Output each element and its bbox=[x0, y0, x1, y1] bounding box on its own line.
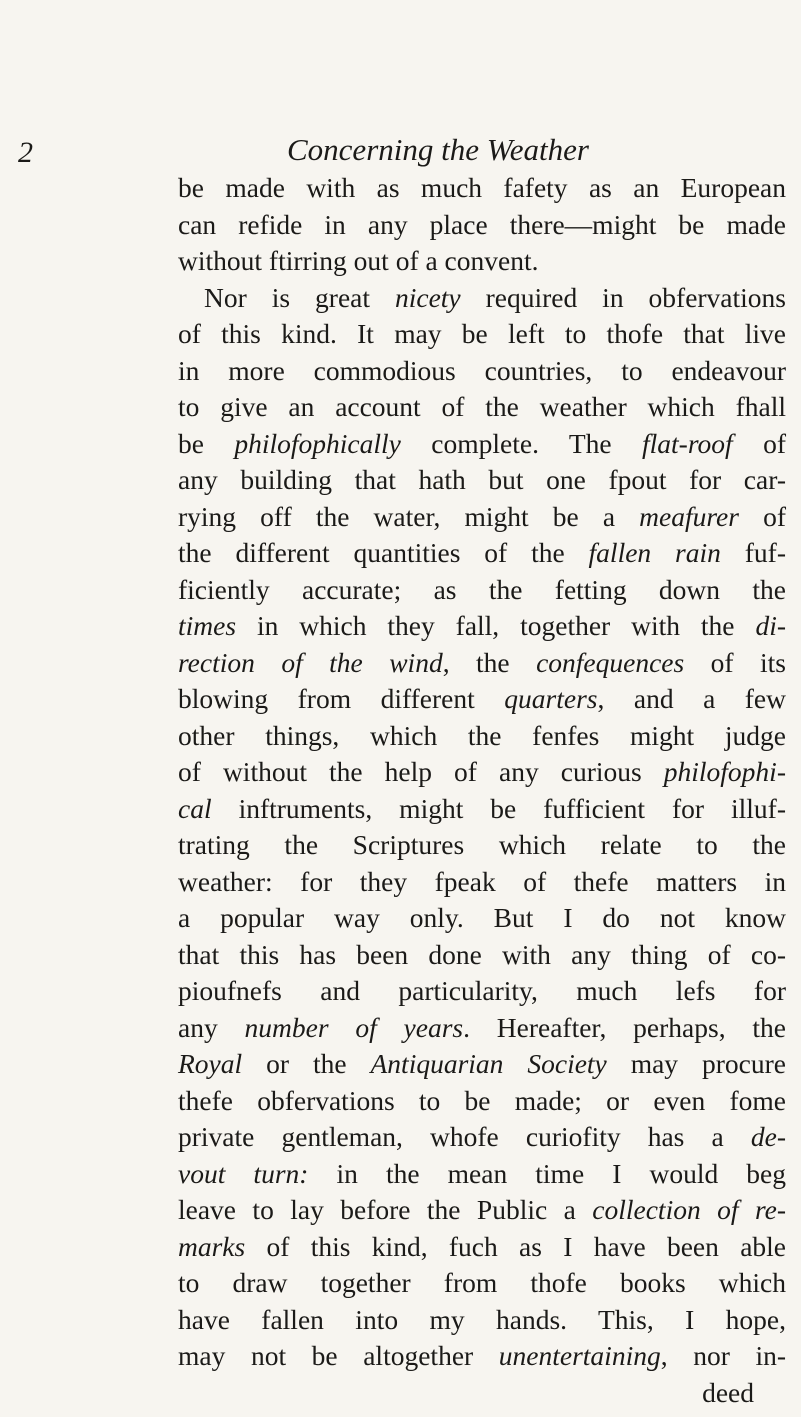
text-line: to give an account of the weather which fhall bbox=[178, 391, 786, 422]
text-line: in more commodious countries, to endeavour bbox=[178, 354, 786, 386]
text-line: trating the Scriptures which relate to the bbox=[178, 829, 786, 860]
body-text bbox=[178, 170, 786, 1411]
text-line: any number of years. Hereafter, perhaps, the bbox=[178, 1011, 786, 1043]
text-line: that this has been done with any thing of co- bbox=[178, 938, 786, 970]
text-line: vout turn: in the mean time I would beg bbox=[178, 1157, 786, 1189]
catchword: deed bbox=[702, 1376, 754, 1408]
italic-phrase: times bbox=[178, 610, 237, 641]
text-line: pioufnefs and particularity, much lefs for bbox=[178, 975, 786, 1006]
italic-phrase: number of years bbox=[244, 1011, 464, 1043]
text-line: other things, which the fenfes might judge bbox=[178, 719, 786, 751]
italic-phrase: Antiquarian Society bbox=[370, 1048, 607, 1079]
italic-phrase: philofophi- bbox=[663, 756, 786, 787]
italic-phrase: unentertaining bbox=[498, 1340, 661, 1371]
text-line: ficiently accurate; as the fetting down the bbox=[178, 573, 786, 605]
italic-phrase: vout turn: bbox=[178, 1157, 309, 1189]
text-line: can refide in any place there—might be made bbox=[178, 208, 786, 240]
text-line: be made with as much fafety as an European bbox=[178, 172, 786, 203]
text-line: leave to lay before the Public a collection of re- bbox=[178, 1194, 786, 1225]
text-line: without ftirring out of a convent. bbox=[178, 245, 539, 276]
text-line: Nor is great nicety required in obfervations bbox=[204, 281, 786, 313]
text-line: cal inftruments, might be fufficient for illuf- bbox=[178, 792, 786, 824]
text-line: be philofophically complete. The flat-roof of bbox=[178, 427, 786, 459]
text-line: rying off the water, might be a meafurer of bbox=[178, 500, 786, 532]
text-line: marks of this kind, fuch as I have been able bbox=[178, 1230, 786, 1262]
italic-phrase: di- bbox=[755, 610, 786, 641]
text-line: a popular way only. But I do not know bbox=[178, 902, 786, 933]
italic-phrase: confequences bbox=[536, 646, 685, 678]
italic-phrase: flat-roof bbox=[642, 427, 733, 459]
text-line: blowing from different quarters, and a few bbox=[178, 683, 787, 714]
italic-phrase: rection of the wind bbox=[178, 646, 443, 678]
italic-phrase: nicety bbox=[394, 281, 461, 313]
page-number: 2 bbox=[18, 136, 33, 169]
italic-phrase: Royal bbox=[178, 1048, 243, 1079]
text-line: of without the help of any curious philofophi- bbox=[178, 756, 786, 787]
text-line: Royal or the Antiquarian Society may procure bbox=[178, 1048, 786, 1079]
italic-phrase: de- bbox=[750, 1121, 786, 1152]
italic-phrase: philofophically bbox=[234, 427, 401, 459]
italic-phrase: marks bbox=[178, 1230, 246, 1262]
text-line: may not be altogether unentertaining, nor in- bbox=[178, 1340, 786, 1371]
italic-phrase: meafurer bbox=[639, 500, 739, 532]
italic-phrase: cal bbox=[178, 792, 212, 824]
text-line: any building that hath but one fpout for car- bbox=[178, 464, 786, 495]
italic-phrase: fallen rain bbox=[588, 537, 721, 568]
text-line: thefe obfervations to be made; or even fome bbox=[178, 1084, 786, 1116]
italic-phrase: collection of re- bbox=[592, 1194, 786, 1225]
text-line: have fallen into my hands. This, I hope, bbox=[178, 1303, 786, 1335]
text-line: weather: for they fpeak of thefe matters in bbox=[178, 865, 786, 897]
italic-phrase: quarters bbox=[504, 683, 598, 714]
text-line: of this kind. It may be left to thofe that live bbox=[178, 318, 786, 349]
text-line: times in which they fall, together with the di- bbox=[178, 610, 786, 641]
text-line: to draw together from thofe books which bbox=[178, 1267, 786, 1298]
running-head: Concerning the Weather bbox=[287, 132, 589, 167]
text-line: rection of the wind, the confequences of its bbox=[178, 646, 786, 678]
text-line: private gentleman, whofe curiofity has a de- bbox=[178, 1121, 786, 1152]
text-line: the different quantities of the fallen rain fuf- bbox=[178, 537, 786, 568]
